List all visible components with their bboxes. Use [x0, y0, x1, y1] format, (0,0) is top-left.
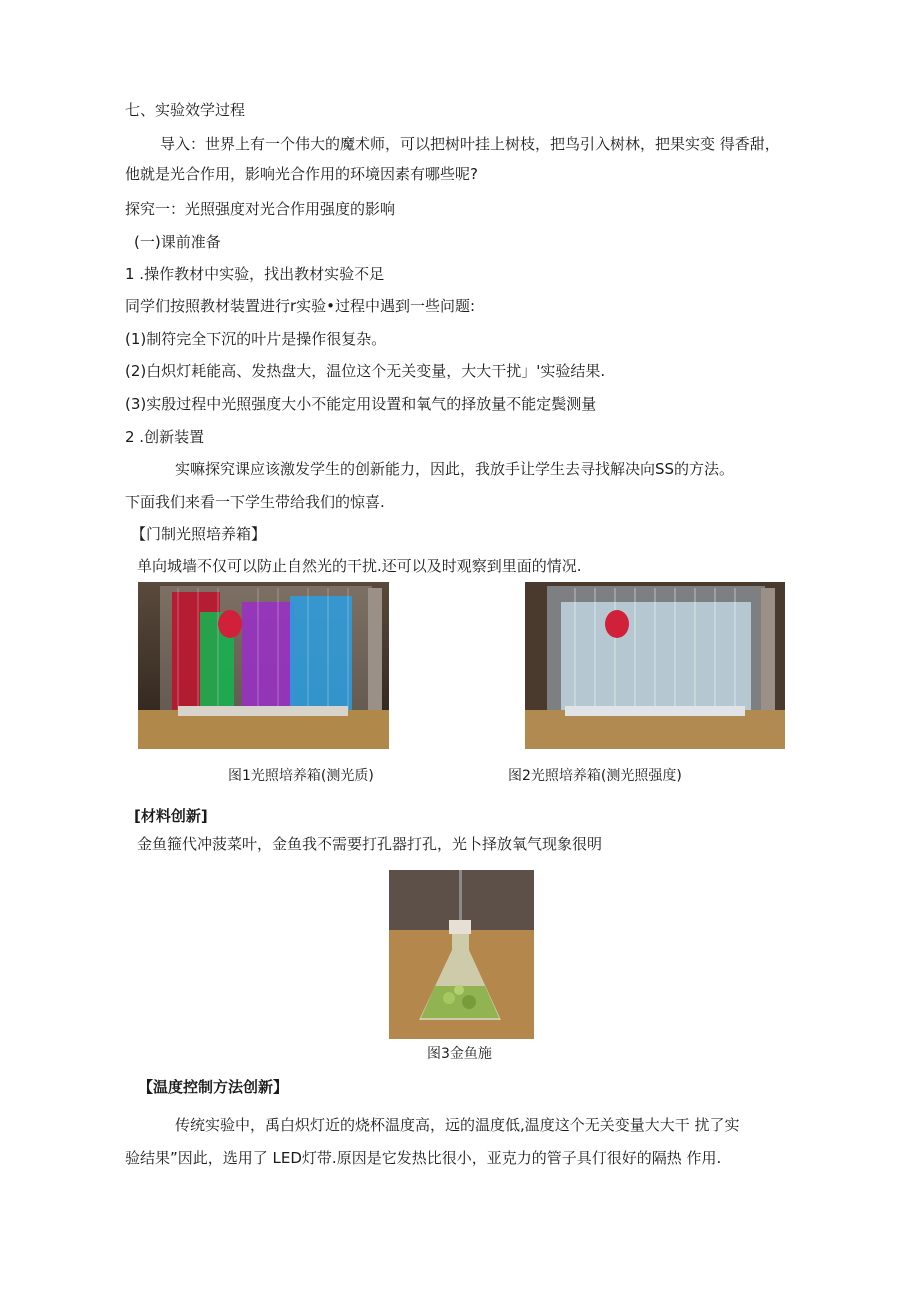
light-box-colored-image: [138, 582, 389, 749]
intro-line-1: 导入：世界上有一个伟大的魔术师，可以把树叶挂上树枝，把鸟引入树林，把果实变 得香甜，: [160, 135, 780, 153]
item2-paragraph-1: 实嘛探究课应该激发学生的创新能力，因此，我放手让学生去寻找解决向SS的方法。: [175, 460, 735, 478]
explore-heading: 探究一：光照强度对光合作用强度的影响: [125, 200, 396, 218]
item1-text: 同学们按照教材装置进行r实验•过程中遇到一些问题:: [125, 297, 476, 315]
section-title: 七、实验效学过程: [125, 101, 246, 119]
figure-2-photo: [525, 582, 785, 749]
problem-2: (2)白炽灯耗能高、发热盘大，温位这个无关变量，大大干扰」'实验结果.: [125, 362, 606, 380]
material-section-heading: [材料创新]: [134, 807, 208, 825]
figure-2-caption: 图2光照培养箱(测光照强度): [508, 768, 682, 784]
item2-heading: 2 .创新装置: [125, 428, 205, 446]
box-section-text: 单向城墙不仅可以防止自然光的干扰.还可以及时观察到里面的情况.: [137, 557, 582, 575]
temp-line-1: 传统实验中，禹白炽灯近的烧杯温度高，远的温度低,温度这个无关变量大大干 扰了实: [175, 1116, 740, 1134]
figure-3-photo: [389, 870, 534, 1039]
figure-3-caption: 图3金鱼施: [427, 1046, 492, 1062]
material-section-text: 金鱼箍代冲菠菜叶，金鱼我不需要打孔器打孔，光卜择放氧气现象很明: [137, 835, 603, 853]
box-section-heading: 【门制光照培养箱】: [131, 525, 267, 543]
figure-1-caption: 图1光照培养箱(测光质): [228, 768, 374, 784]
temp-section-heading: 【温度控制方法创新】: [138, 1078, 289, 1096]
problem-1: (1)制符完全下沉的叶片是操作很复杂。: [125, 330, 387, 348]
item1-heading: 1 .操作教材中实验，找出教材实验不足: [125, 265, 385, 283]
problem-3: (3)实殷过程中光照强度大小不能定用设置和氧气的择放量不能定鬓测量: [125, 395, 597, 413]
intro-line-2: 他就是光合作用，影响光合作用的环境因素有哪些呢?: [125, 165, 478, 183]
figure-1-photo: [138, 582, 389, 749]
flask-image: [389, 870, 534, 1039]
temp-line-2: 验结果”因此，选用了 LED灯带.原因是它发热比很小，亚克力的管子具仃很好的隔热 作用.: [125, 1149, 722, 1167]
light-box-white-image: [525, 582, 785, 749]
item2-paragraph-2: 下面我们来看一下学生带给我们的惊喜.: [125, 493, 385, 511]
prep-heading: (一)课前准备: [134, 233, 221, 251]
